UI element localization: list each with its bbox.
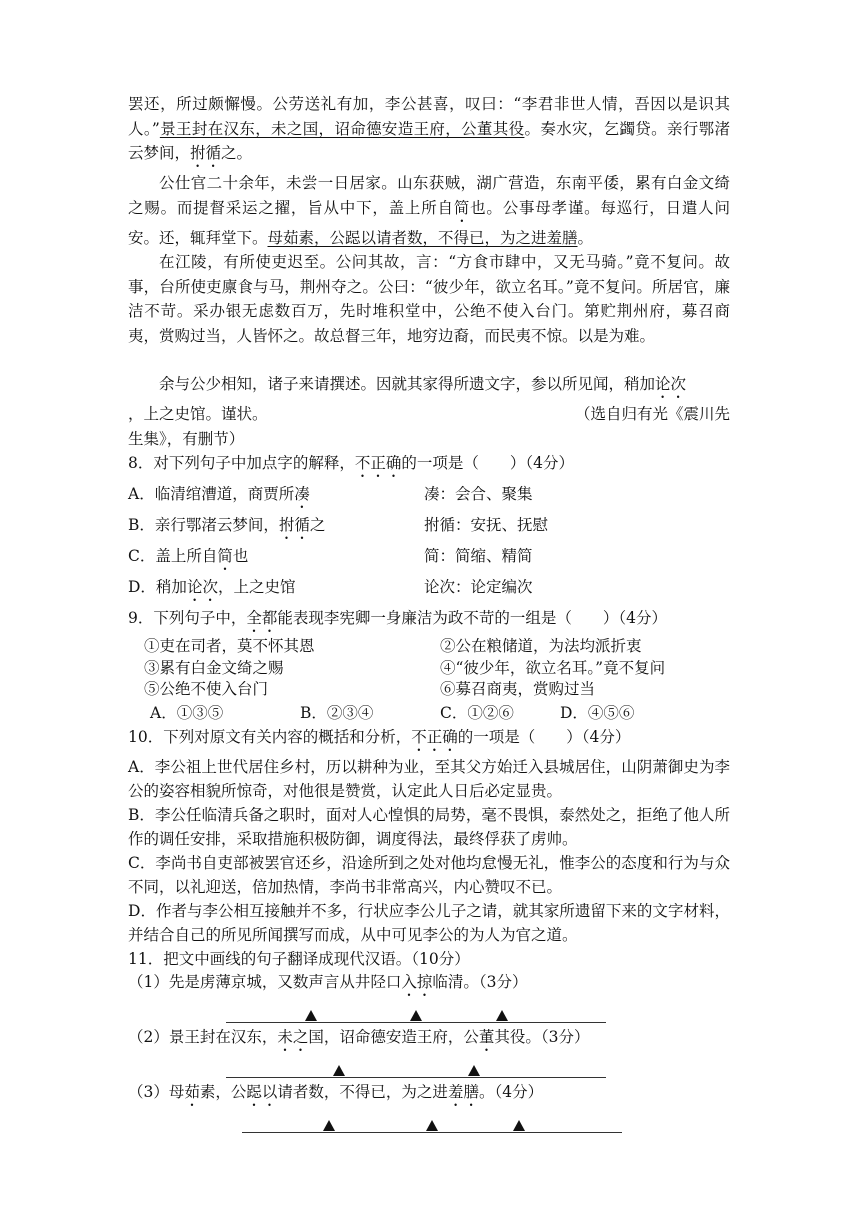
question-9-items-row: [128, 636, 730, 658]
text: 余与公少相知，诸子来请撰述。因就其家得所遗文字，参以所见闻，稍加: [159, 375, 656, 393]
question-10-option-c[interactable]: C．李尚书自吏部被罢官还乡，沿途所到之处对他均怠慢无礼，惟李公的态度和行为与众不同，以礼迎送，倍加热情，李尚书非常高兴，内心赞叹不已。: [128, 853, 730, 896]
option-gloss: 凑：会合、聚集: [424, 485, 533, 503]
dotted-word: 拊循: [278, 516, 310, 534]
text: A．临清绾漕道，商贾所: [128, 485, 295, 503]
text: 也: [232, 547, 249, 565]
triangle-marker: [323, 1120, 335, 1131]
question-10-option-a[interactable]: A．李公祖上世代居住乡村，历以耕种为业，至其父方始迁入县城居住，山阴萧御史为李公的姿容相貌所惊奇，对他很是赞赏，认定此人日后必定显贵。: [128, 757, 730, 800]
item: ③累有白金文绮之赐: [144, 658, 284, 677]
passage-paragraph-4: [128, 372, 730, 402]
option-sentence: [128, 574, 424, 605]
text: 的一项是（ ）（4分）: [401, 454, 575, 472]
exam-page: [128, 92, 730, 1136]
text: 10．下列对原文有关内容的概括和分析，: [128, 727, 412, 746]
item: ①吏在司者，莫不怀其恩: [144, 637, 315, 655]
triangle-marker: [496, 1010, 508, 1021]
text: ，上之史馆: [217, 578, 296, 596]
text: C．盖上所自: [128, 547, 218, 565]
choice-b[interactable]: B．②③④: [300, 703, 374, 722]
passage-paragraph-2: [128, 171, 730, 250]
option-gloss: 论次：论定编次: [424, 578, 533, 596]
triangle-marker: [333, 1065, 345, 1076]
underlined-sentence-2: 景王封在汉东，未之国，诏命德安造王府，公董其役: [159, 119, 525, 138]
option-gloss: 简：简缩、精简: [424, 547, 533, 565]
answer-line-3[interactable]: [128, 1110, 730, 1136]
dotted-word: 论次: [655, 375, 687, 393]
text: 之: [309, 516, 326, 534]
dotted-word: 不正确: [411, 727, 458, 746]
text: （3）母: [128, 1082, 185, 1101]
option-sentence: [128, 512, 424, 543]
question-11-stem: 11．把文中画线的句子翻译成现代汉语。（10分）: [128, 949, 470, 968]
dotted-word: 茹: [184, 1082, 200, 1101]
text: 。（4分）: [478, 1082, 544, 1101]
item: ④“彼少年，欲立名耳。”竟不复问: [440, 658, 666, 677]
triangle-marker: [410, 1010, 422, 1021]
question-9-items-row: [128, 679, 730, 701]
triangle-marker: [305, 1010, 317, 1021]
question-8-stem: [128, 451, 730, 481]
dotted-word: 跽以: [246, 1082, 278, 1101]
answer-underline: [242, 1132, 622, 1133]
question-9-choices: [128, 701, 730, 725]
answer-underline: [226, 1022, 606, 1023]
translation-sentence-1: [128, 971, 730, 1000]
text: 国，诏命德安造王府，公: [308, 1027, 479, 1046]
text: 请者数，不得已，为之进: [277, 1082, 448, 1101]
option-sentence: [128, 543, 424, 574]
dotted-word: 简: [453, 198, 471, 217]
text: 公仕官二十余年，未尝一日居家。山东获贼，湖广营造，东南平倭，累有白金文绮之赐。而提督采运之擢，旨从中下，盖上所自: [128, 174, 730, 217]
choice-a[interactable]: A．①③⑤: [150, 703, 224, 722]
answer-line-1[interactable]: [128, 1000, 730, 1026]
dotted-word: 全都: [246, 609, 278, 627]
text: 罢还，所过颇懈慢。公劳送礼有加，李公甚喜，叹曰：“李君非世人情，吾因以是识其人。”: [128, 95, 730, 138]
text: 。奏水灾，乞蠲贷。亲行鄂渚云梦间，: [128, 119, 730, 162]
item: ⑥募召商夷，赏购过当: [440, 680, 596, 698]
question-8-option-b[interactable]: [128, 512, 730, 543]
source-citation-end: 生集》，有删节）: [128, 429, 245, 448]
text: 之。: [221, 144, 253, 162]
question-10-option-b[interactable]: B．李公任临清兵备之职时，面对人心惶惧的局势，毫不畏惧，泰然处之，拒绝了他人所作的调任安排，采取措施积极防御，调度得法，最终俘获了虏帅。: [128, 805, 730, 848]
passage-paragraph-3: 在江陵，有所使吏迟至。公问其故，言：“方食市肆中，又无马骑。”竟不复问。故事，台所使吏廪食与马，荆州夺之。公曰：“彼少年，欲立名耳。”竟不复问。所居官，廉洁不苛。采办银无虑数百万，先时堆积堂中，公绝不使入台门。第贮荆州府，募召商夷，赏购过当，人皆怀之。故总督三年，地穷边裔，而民夷不惊。以是为难。: [128, 253, 730, 345]
translation-sentence-3: [128, 1081, 730, 1110]
text: （2）景王封在汉东，: [128, 1027, 278, 1046]
dotted-word: 未之: [277, 1027, 309, 1046]
dotted-word: 不正确: [354, 454, 402, 472]
dotted-word: 凑: [294, 485, 310, 503]
text: 能表现李宪卿一身廉洁为政不苛的一组是（ ）（4分）: [277, 609, 668, 627]
dotted-word: 论次: [186, 578, 218, 596]
text: 9．下列句子中，: [128, 609, 247, 627]
text: 8．对下列句子中加点字的解释，: [128, 454, 355, 472]
triangle-marker: [513, 1120, 525, 1131]
question-10-stem: [128, 725, 730, 755]
answer-underline: [226, 1077, 606, 1078]
text: 。: [577, 228, 594, 247]
item: ⑤公绝不使入台门: [144, 680, 269, 698]
text: D．稍加: [128, 578, 187, 596]
spacer: [128, 348, 730, 372]
text: ，上之史馆。谨状。: [128, 405, 268, 423]
text: B．亲行鄂渚云梦间，: [128, 516, 279, 534]
text: 素，公: [199, 1082, 247, 1101]
question-9-stem: [128, 605, 730, 636]
answer-line-2[interactable]: [128, 1055, 730, 1081]
choice-c[interactable]: C．①②⑥: [440, 703, 514, 722]
question-8-option-d[interactable]: [128, 574, 730, 605]
option-gloss: 拊循：安抚、抚慰: [424, 516, 549, 534]
item: ②公在粮储道，为法均派折衷: [440, 637, 642, 655]
underlined-sentence-3: 母茹素，公跽以请者数，不得已，为之进羞膳: [267, 228, 578, 247]
question-9-items-row: [128, 658, 730, 680]
dotted-word: 董: [478, 1027, 495, 1046]
choice-d[interactable]: D．④⑤⑥: [560, 703, 635, 722]
text: 临清。（3分）: [432, 972, 528, 991]
text: 的一项是（ ）（4分）: [457, 727, 631, 746]
text: 其役。（3分）: [494, 1027, 590, 1046]
translation-sentence-2: [128, 1026, 730, 1055]
dotted-word: 入掠: [401, 972, 433, 991]
source-citation: （选自归有光《震川先: [574, 405, 730, 423]
question-10-option-d[interactable]: D．作者与李公相互接触并不多，行状应李公儿子之请，就其家所遗留下来的文字材料，并结合自己的所见所闻撰写而成，从中可见李公的为人为官之道。: [128, 901, 730, 944]
passage-paragraph-1: [128, 92, 730, 171]
triangle-marker: [426, 1120, 438, 1131]
source-line: [128, 402, 730, 427]
question-8-option-c[interactable]: [128, 543, 730, 574]
dotted-word: 羞膳: [447, 1082, 479, 1101]
text: 也。公事母孝谨。每巡行，日遣人问安。还，辄拜堂下。: [128, 198, 730, 247]
text: （1）先是虏薄京城，又数声言从井陉口: [128, 972, 402, 991]
dotted-word: 简: [217, 547, 233, 565]
triangle-marker: [468, 1065, 480, 1076]
question-8-option-a[interactable]: [128, 481, 730, 512]
option-sentence: [128, 481, 424, 512]
dotted-word: 拊循: [190, 144, 222, 162]
